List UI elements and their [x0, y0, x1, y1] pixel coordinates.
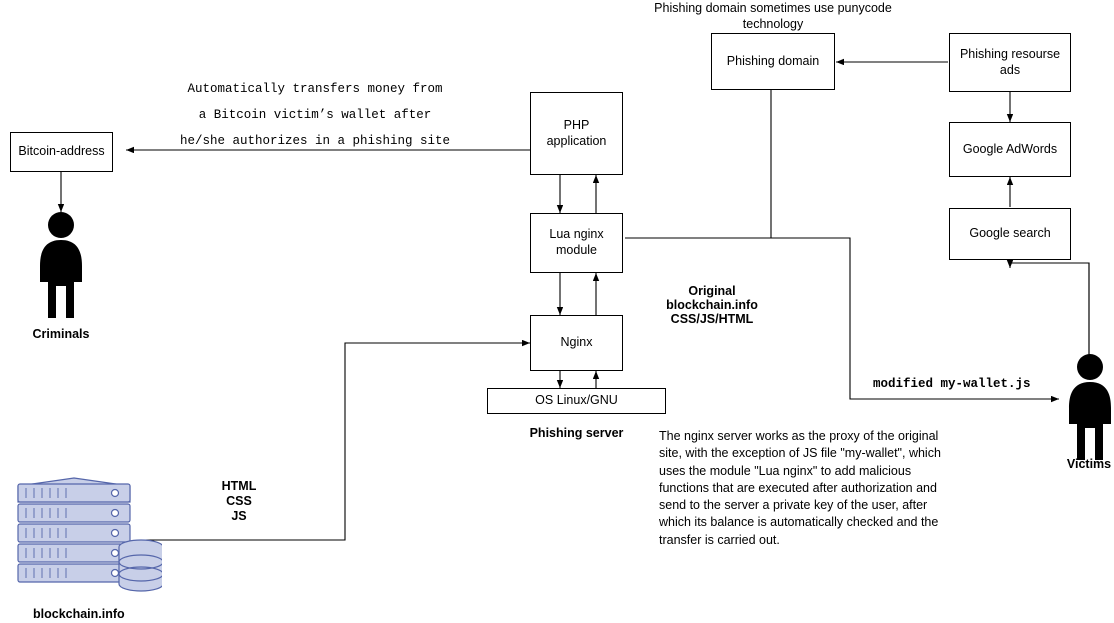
box-phishing-resource-ads-label: Phishing resourse ads: [959, 46, 1061, 77]
box-os-linux-gnu-label: OS Linux/GNU: [535, 393, 618, 408]
box-google-search[interactable]: [949, 208, 1071, 260]
auto-transfer-note-line1: Automatically transfers money from: [187, 82, 443, 96]
box-lua-nginx-module-label: Lua nginx module: [549, 227, 604, 257]
phishing-server-label: Phishing server: [529, 426, 624, 440]
html-css-js-line1: HTML: [221, 479, 257, 493]
auto-transfer-note-line3: he/she authorizes in a phishing site: [179, 134, 451, 148]
blockchain-info-label: blockchain.info: [33, 607, 125, 621]
box-nginx-label: Nginx: [560, 335, 593, 350]
auto-transfer-note-line2: a Bitcoin victim’s wallet after: [198, 108, 432, 122]
criminals-figure: [28, 210, 94, 325]
box-bitcoin-address-label: Bitcoin-address: [18, 144, 105, 159]
box-php-application[interactable]: [530, 92, 623, 175]
punycode-note: Phishing domain sometimes use punycode technology: [654, 1, 892, 32]
original-blockchain-line3: CSS/JS/HTML: [670, 312, 754, 326]
description-text: The nginx server works as the proxy of the original site, with the exception of JS file "my-wallet", which uses the module "Lua nginx" to add malicious functions that are executed after authorization and send to the server a private key of the user, after which its balance is automatically checked and the transfer is carried out.: [659, 429, 941, 547]
modified-my-wallet-label: modified my-wallet.js: [873, 377, 1031, 391]
blockchain-info-database: [14, 474, 162, 604]
box-google-search-label: Google search: [969, 226, 1051, 241]
original-blockchain-line2: blockchain.info: [666, 298, 758, 312]
box-google-adwords[interactable]: [949, 122, 1071, 177]
victims-figure: [1057, 352, 1114, 467]
criminals-label: Criminals: [32, 327, 90, 341]
box-phishing-resource-ads[interactable]: [949, 33, 1071, 92]
box-php-application-label: PHP application: [546, 117, 607, 148]
original-blockchain-line1: Original: [688, 284, 736, 298]
box-nginx[interactable]: [530, 315, 623, 371]
box-lua-nginx-module[interactable]: [530, 213, 623, 273]
box-phishing-domain[interactable]: [711, 33, 835, 90]
html-css-js-line2: CSS: [226, 494, 252, 508]
box-phishing-domain-label: Phishing domain: [726, 53, 820, 68]
victims-label: Victims: [1066, 457, 1112, 471]
box-os-linux-gnu[interactable]: [487, 388, 666, 414]
box-bitcoin-address[interactable]: [10, 132, 113, 172]
html-css-js-line3: JS: [231, 509, 247, 523]
box-google-adwords-label: Google AdWords: [962, 141, 1058, 156]
